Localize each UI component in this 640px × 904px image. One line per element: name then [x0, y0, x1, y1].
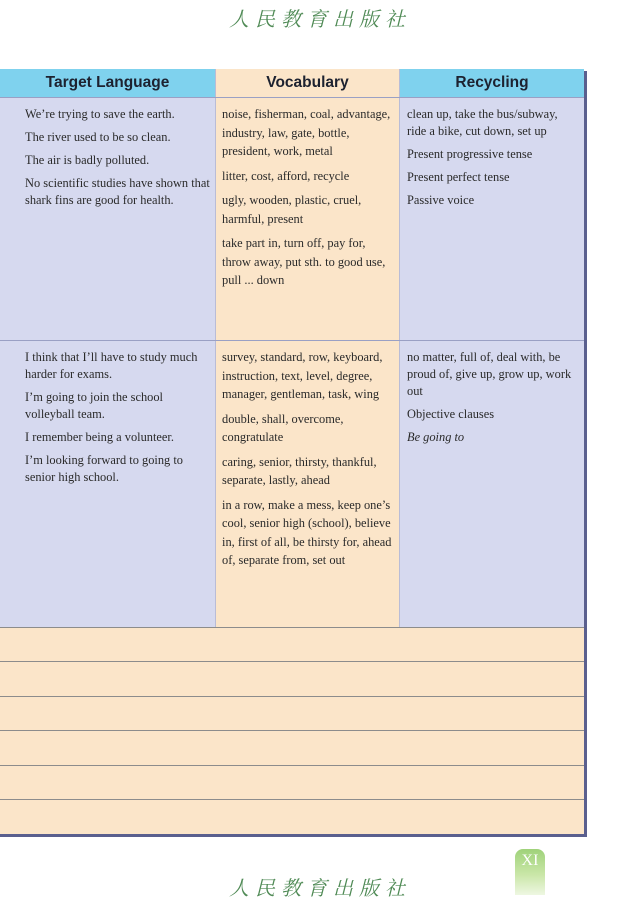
- writing-line: [0, 627, 584, 628]
- row1-target-language: [25, 106, 210, 215]
- recycling-item: Present perfect tense: [407, 170, 510, 184]
- header-divider: [0, 97, 584, 98]
- publisher-logo-top: 人民教育出版社: [229, 7, 411, 31]
- sentence: The river used to be so clean.: [25, 130, 171, 144]
- row2-recycling: [407, 349, 579, 452]
- sentence: We’re trying to save the earth.: [25, 107, 175, 121]
- row1-vocabulary: [222, 105, 396, 296]
- recycling-item: Be going to: [407, 430, 465, 444]
- writing-line: [0, 661, 584, 662]
- vocab-group: in a row, make a mess, keep one’s cool, senior high (school), believe in, first of all, be thirsty for, ahead of, separate from, set out: [222, 497, 392, 567]
- header-target-language: Target Language: [0, 69, 215, 97]
- vocab-group: survey, standard, row, keyboard, instruction, text, level, degree, manager, gentleman, task, wing: [222, 350, 383, 401]
- table-shadow: [0, 834, 587, 837]
- recycling-item: Present progressive tense: [407, 147, 533, 161]
- writing-line: [0, 696, 584, 697]
- row1-recycling: [407, 106, 579, 215]
- recycling-item: Passive voice: [407, 193, 475, 207]
- recycling-item: Objective clauses: [407, 407, 495, 421]
- vocab-group: litter, cost, afford, recycle: [222, 168, 350, 183]
- vocab-group: ugly, wooden, plastic, cruel, harmful, present: [222, 193, 362, 226]
- sentence: I’m looking forward to going to senior high school.: [25, 453, 183, 484]
- sentence: I’m going to join the school volleyball team.: [25, 390, 164, 421]
- vocab-group: take part in, turn off, pay for, throw away, put sth. to good use, pull ... down: [222, 236, 386, 287]
- row2-target-language: [25, 349, 210, 492]
- writing-line: [0, 765, 584, 766]
- row-divider: [0, 340, 584, 341]
- column-divider: [399, 69, 400, 627]
- page-number: XI: [521, 852, 539, 869]
- sentence: No scientific studies have shown that shark fins are good for health.: [25, 176, 210, 207]
- column-divider: [215, 69, 216, 627]
- writing-line: [0, 730, 584, 731]
- header-recycling: Recycling: [400, 69, 584, 97]
- publisher-logo-bottom: 人民教育出版社: [229, 876, 411, 900]
- vocab-group: caring, senior, thirsty, thankful, separate, lastly, ahead: [222, 454, 377, 487]
- vocab-group: noise, fisherman, coal, advantage, industry, law, gate, bottle, president, work, metal: [222, 107, 391, 158]
- blank-writing-area: [0, 627, 584, 834]
- sentence: I remember being a volunteer.: [25, 430, 174, 444]
- sentence: The air is badly polluted.: [25, 153, 150, 167]
- writing-line: [0, 799, 584, 800]
- row2-vocabulary: [222, 348, 396, 576]
- recycling-item: no matter, full of, deal with, be proud of, give up, grow up, work out: [407, 350, 572, 398]
- sentence: I think that I’ll have to study much harder for exams.: [25, 350, 198, 381]
- header-vocabulary: Vocabulary: [216, 69, 399, 97]
- recycling-item: clean up, take the bus/subway, ride a bike, cut down, set up: [407, 107, 558, 138]
- vocab-group: double, shall, overcome, congratulate: [222, 411, 344, 444]
- table-shadow: [584, 71, 587, 837]
